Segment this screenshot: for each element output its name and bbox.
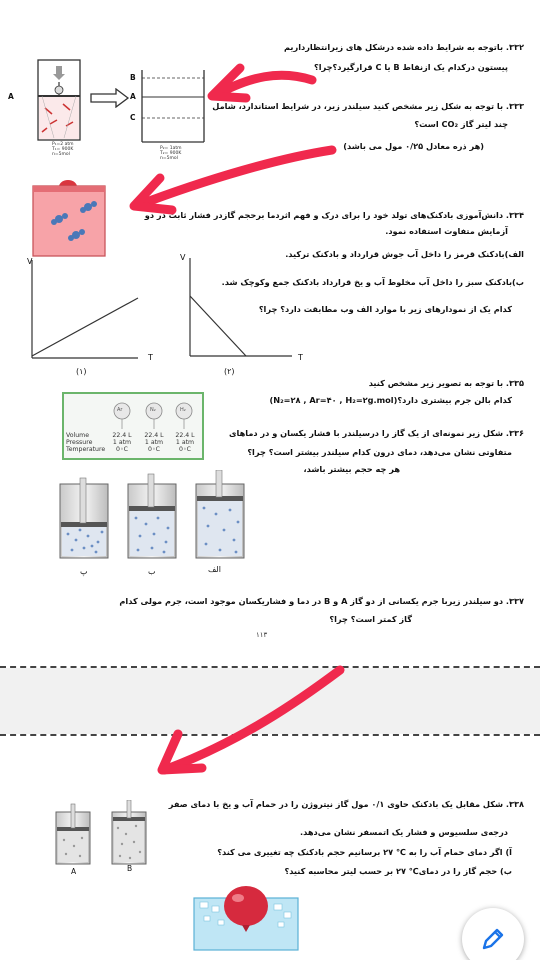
q336-line2: متفاوتی نشان می‌دهد، دمای درون کدام سیلندر بیشتر است؟ چرا؟ — [247, 447, 512, 457]
q333-line2: چند لیتر گاز CO₂ است؟ — [414, 119, 508, 129]
balloon-h2-label: H₂ — [180, 407, 186, 413]
q332-line1: ۳۳۲. باتوجه به شرایط داده شده درشکل های زیرانتظارداریم — [283, 42, 524, 52]
graph2-x-label: T — [298, 353, 303, 362]
n2-temperature: 0◦C — [148, 446, 160, 453]
ar-pressure: 1 atm — [112, 439, 132, 446]
q338-line3: آ) اگر دمای حمام آب را به ℃ ۲۷ برسانیم حجم بادکنک چه تغییری می کند؟ — [217, 847, 512, 857]
cylinder-label-B: B — [127, 864, 133, 873]
q334-line1: ۳۳۴. دانش‌آموزی بادکنک‌های تولد خود را برای درک و فهم اثردما برحجم گازدر فشار ثابت در دو — [144, 210, 524, 220]
cylinder-label-pe: پ — [80, 567, 88, 576]
q332-left-n: n=5mol — [52, 152, 70, 157]
graph2-y-label: V — [180, 253, 186, 262]
q338-line1: ۳۳۸. شکل مقابل یک بادکنک حاوی ۰/۱ مول گاز نیتروژن را در حمام آب و یخ با دمای صفر — [168, 799, 524, 809]
q332-line2: پیستون درکدام یک ازنقاط B یا C قرارگیرد؟چرا؟ — [313, 62, 508, 72]
q332-left-p: P₁=2 atm — [52, 142, 74, 147]
q334-line4: ب)بادکنک سبز را داخل آب مخلوط آب و یخ قرارداد بادکنک جمع وکوچک شد. — [221, 277, 524, 287]
n2-pressure: 1 atm — [144, 439, 164, 446]
page-number: ۱۱۳ — [256, 631, 268, 639]
q337-line1: ۳۳۷. دو سیلندر زیربا جرم یکسانی از دو گاز A و B در دما و فشاریکسان موجود است، جرم مولی کدام — [119, 596, 524, 606]
q334-line3: الف)بادکنک قرمز را داخل آب جوش قرارداد و بادکنک ترکید. — [285, 249, 524, 259]
cylinder-label-be: ب — [148, 567, 156, 576]
cylinder-label-alef: الف — [208, 565, 221, 574]
balloon-ar-label: Ar — [117, 407, 123, 413]
row-label-temperature: Temperature — [66, 446, 106, 453]
q336-line1: ۳۳۶. شکل زیر نمونه‌ای از یک گاز را درسیلندر با فشار یکسان و در دماهای — [228, 428, 524, 438]
q334-graph-1 — [22, 256, 162, 368]
q335-line2: کدام بالن جرم بیشتری دارد؟(N₂=۲۸ , Ar=۴۰ , H₂=۲g.mol) — [269, 395, 512, 405]
q334-line5: کدام یک از نمودارهای زیر با موارد الف وب مطابقت دارد؟ چرا؟ — [258, 304, 512, 314]
q336-cylinders — [58, 470, 248, 562]
graph1-x-label: T — [148, 353, 153, 362]
balloon-n2-label: N₂ — [150, 407, 156, 413]
q332-level-A-right: A — [130, 92, 136, 101]
q333-line1: ۳۳۳. با توجه به شکل زیر مشخص کنید سیلندر زیر، در شرایط استاندارد، شامل — [212, 101, 524, 111]
graph1-caption: (۱) — [76, 367, 87, 376]
q332-right-n: n=5mol — [160, 156, 178, 161]
q332-level-C: C — [130, 113, 136, 122]
q333-line3: (هر ذره معادل ۰/۲۵ مول می باشد) — [343, 141, 484, 151]
graph1-y-label: V — [27, 257, 33, 266]
edit-fab-button[interactable] — [462, 908, 524, 960]
q337-cylinders-AB — [52, 800, 152, 866]
row-label-volume: Volume — [66, 432, 90, 439]
ar-volume: 22.4 L — [112, 432, 132, 439]
h2-volume: 22.4 L — [175, 432, 195, 439]
q332-level-A-left: A — [8, 92, 14, 101]
q332-right-p: P₂= 1atm — [160, 146, 182, 151]
graph2-caption: (۲) — [224, 367, 235, 376]
annotation-arrow-3 — [150, 660, 350, 780]
h2-temperature: 0◦C — [179, 446, 191, 453]
balloon-ice-bath — [192, 876, 300, 952]
h2-pressure: 1 atm — [175, 439, 195, 446]
q334-graph-2 — [180, 254, 310, 366]
q338-line4: ب) حجم گاز را در دمای℃ ۲۷ بر حسب لیتر محاسبه کنید؟ — [284, 866, 512, 876]
pencil-icon — [480, 926, 506, 952]
ar-temperature: 0◦C — [116, 446, 128, 453]
q336-line3: هر چه حجم بیشتر باشد، — [303, 464, 400, 474]
cylinder-label-A: A — [71, 867, 77, 876]
row-label-pressure: Pressure — [66, 439, 93, 446]
q334-line2: آزمایش متفاوت استفاده نمود. — [385, 226, 508, 236]
q338-line2: درجه‌ی سلسیوس و فشار یک اتمسفر نشان می‌دهد. — [300, 827, 508, 837]
q335-line1: ۳۳۵. با توجه به تصویر زیر مشخص کنید — [368, 378, 524, 388]
q332-level-B: B — [130, 73, 136, 82]
q337-line2: گاز کمتر است؟ چرا؟ — [329, 614, 412, 624]
n2-volume: 22.4 L — [144, 432, 164, 439]
q332-left-t: T₁= 900K — [52, 147, 74, 152]
q332-right-t: T₂= 900K — [160, 151, 182, 156]
